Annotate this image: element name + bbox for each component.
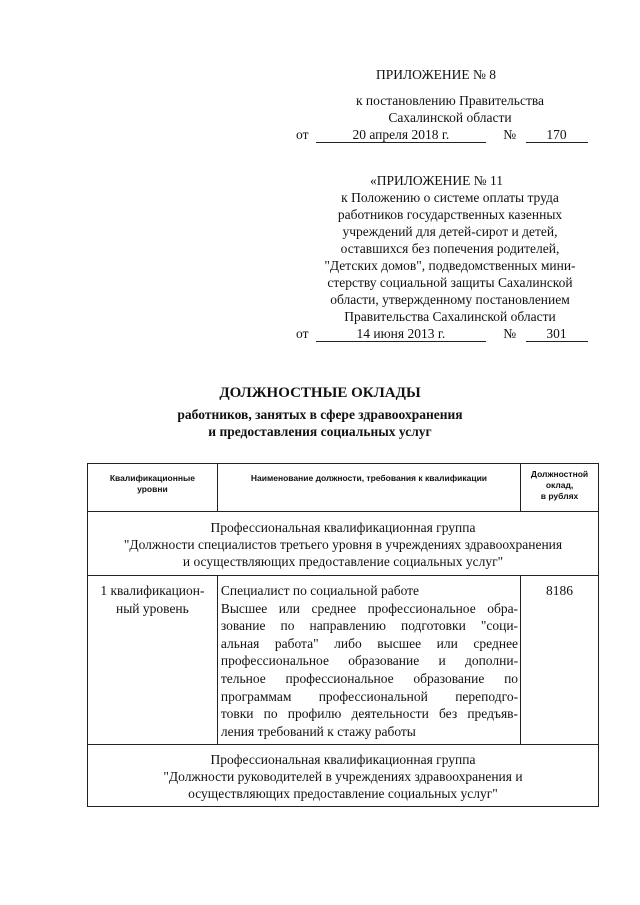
appendix-line-2: Сахалинской области: [388, 110, 512, 125]
salary-table: [87, 463, 599, 807]
group-2-title: Профессиональная квалификационная группа "Должности руководителей в учреждениях здравоохранения и осуществляющих предоставление социальных услуг": [88, 745, 599, 807]
document-title: ДОЛЖНОСТНЫЕ ОКЛАДЫ: [219, 385, 421, 401]
appendix2-line: стерству социальной защиты Сахалинской: [327, 275, 573, 290]
number-sign: №: [503, 326, 517, 341]
appendix-number: 170: [526, 127, 588, 143]
salary-value: 8186: [521, 576, 599, 745]
appendix-date-row: [296, 126, 588, 143]
header-levels: Квалификационные уровни: [88, 464, 218, 512]
appendix2-line: "Детских домов", подведомственных мини-: [324, 258, 576, 273]
appendix2-line: оставшихся без попечения родителей,: [340, 241, 560, 256]
document-subtitle-2: и предоставления социальных услуг: [208, 424, 432, 439]
position-description: Специалист по социальной работе Высшее или среднее профессиональное обра- зование по направлению подготовки "соци- альная работа" либо высшее или среднее профессиональное образование и дополни- тельное профессиональное образование по программам профессиональной переподго- товки по профилю деятельности без предъяв- ления требований к стажу работы: [217, 576, 520, 745]
qualification-level: 1 квалификацион- ный уровень: [88, 576, 218, 745]
from-label: от: [296, 127, 309, 142]
group-row: [88, 512, 599, 576]
appendix2-number: 301: [526, 326, 588, 342]
appendix2-line: учреждений для детей-сирот и детей,: [342, 224, 558, 239]
group-row: [88, 745, 599, 807]
appendix-line-1: к постановлению Правительства: [355, 93, 545, 108]
appendix-date: 20 апреля 2018 г.: [316, 127, 486, 143]
header-salary: Должностной оклад, в рублях: [521, 464, 599, 512]
appendix2-title: «ПРИЛОЖЕНИЕ № 11: [370, 173, 504, 188]
header-position: Наименование должности, требования к квалификации: [217, 464, 520, 512]
appendix2-line: Правительства Сахалинской области: [344, 309, 556, 324]
appendix-title: ПРИЛОЖЕНИЕ № 8: [376, 67, 497, 82]
appendix2-line: к Положению о системе оплаты труда: [341, 190, 559, 205]
table-header-row: [88, 464, 599, 512]
appendix2-date: 14 июня 2013 г.: [316, 326, 486, 342]
number-sign: №: [503, 127, 517, 142]
table-row: [88, 576, 599, 745]
group-1-title: Профессиональная квалификационная группа "Должности специалистов третьего уровня в учреждениях здравоохранения и осуществляющих предоставление социальных услуг": [88, 512, 599, 576]
appendix2-date-row: [296, 325, 588, 342]
appendix2-line: области, утвержденному постановлением: [330, 292, 570, 307]
document-subtitle-1: работников, занятых в сфере здравоохранения: [177, 407, 463, 422]
appendix2-line: работников государственных казенных: [337, 207, 563, 222]
from-label: от: [296, 326, 309, 341]
